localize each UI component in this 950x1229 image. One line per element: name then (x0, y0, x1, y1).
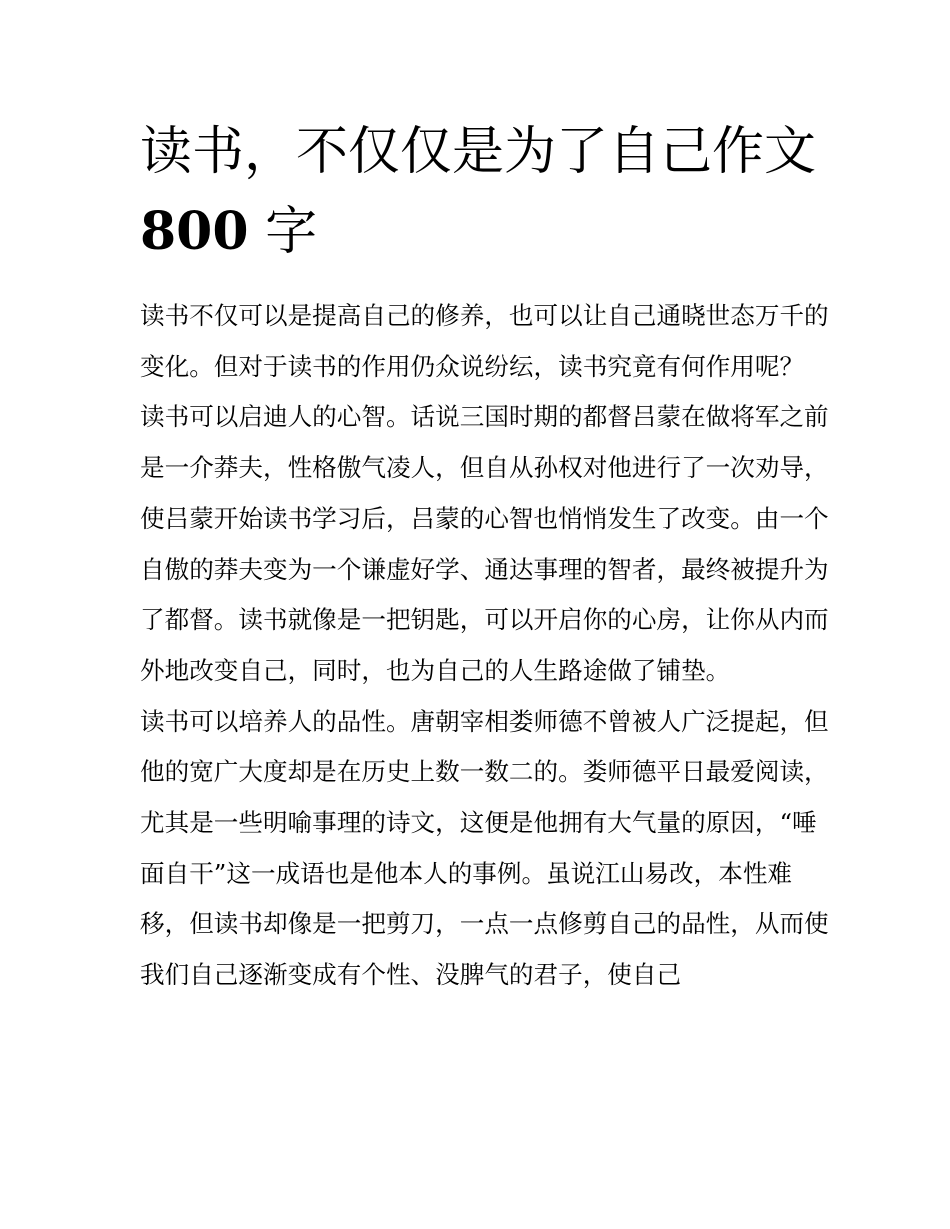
document-body (140, 291, 830, 1001)
title-number: 800 (140, 201, 249, 262)
paragraph-3: 读书可以培养人的品性。唐朝宰相娄师德不曾被人广泛提起，但他的宽广大度却是在历史上数一数二的。娄师德平日最爱阅读，尤其是一些明喻事理的诗文，这便是他拥有大气量的原因，“唾面自干”这一成语也是他本人的事例。虽说江山易改，本性难移，但读书却像是一把剪刀，一点一点修剪自己的品性，从而使我们自己逐渐变成有个性、没脾气的君子，使自己 (140, 706, 829, 990)
document-title (140, 112, 830, 272)
title-suffix: 字 (248, 202, 318, 262)
document-page (140, 112, 830, 1001)
paragraph-1: 读书不仅可以是提高自己的修养，也可以让自己通晓世态万千的变化。但对于读书的作用仍众说纷纭，读书究竟有何作用呢？ (140, 301, 829, 381)
title-prefix: 读书，不仅仅是为了自己作文 (140, 122, 817, 182)
paragraph-2: 读书可以启迪人的心智。话说三国时期的都督吕蒙在做将军之前是一介莽夫，性格傲气凌人，但自从孙权对他进行了一次劝导，使吕蒙开始读书学习后，吕蒙的心智也悄悄发生了改变。由一个自傲的莽夫变为一个谦虚好学、通达事理的智者，最终被提升为了都督。读书就像是一把钥匙，可以开启你的心房，让你从内而外地改变自己，同时，也为自己的人生路途做了铺垫。 (140, 402, 829, 685)
